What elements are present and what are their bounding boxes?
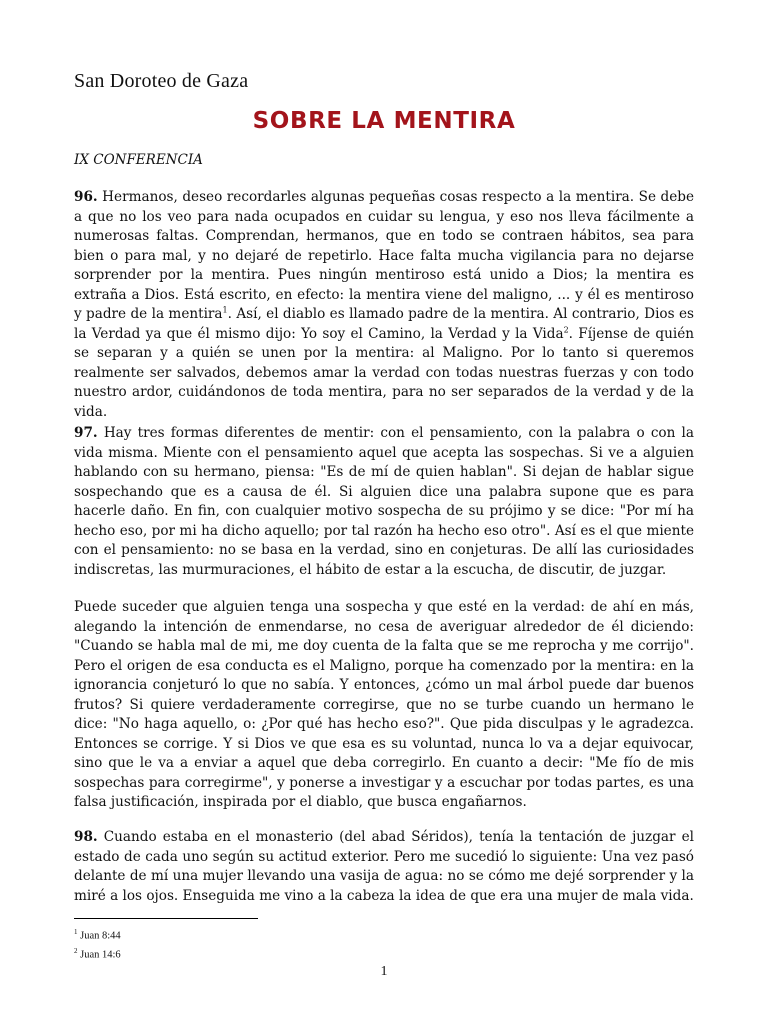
footnote-mark: 1 xyxy=(74,928,78,936)
author-heading: San Doroteo de Gaza xyxy=(74,70,249,92)
paragraph-97 xyxy=(74,424,694,580)
paragraph-text: Hay tres formas diferentes de mentir: con el pensamiento, con la palabra o con la vida misma. Miente con el pensamiento aquel que acepta las sospechas. Si ve a alguien hablando con su hermano, piensa: "Es de mí de quien hablan". Si dejan de hablar sigue sospechando que es a causa de él. Si alguien dice una palabra supone que es para hacerle daño. En fin, con cualquier motivo sospecha de su prójimo y se dice: "Por mí ha hecho eso, por mi ha dicho aquello; por tal razón ha hecho eso otro". Así es el que miente con el pensamiento: no se basa en la verdad, sino en conjeturas. De allí las curiosidades indiscretas, las murmuraciones, el hábito de estar a la escucha, de discutir, de juzgar. xyxy=(74,425,694,578)
paragraph-number: 97. xyxy=(74,425,98,441)
paragraph-text: . Fíjense de quién se separan y a quién se unen por la mentira: al Maligno. Por lo tanto si queremos realmente ser salvados, debemos amar la verdad con todas nuestras fuerzas y con todo nuestro ardor, cuidándonos de toda mentira, para no ser separados de la verdad y de la vida. xyxy=(74,325,695,420)
paragraph-98 xyxy=(74,828,694,906)
paragraph-number: 98. xyxy=(74,829,98,845)
footnote-text: Juan 8:44 xyxy=(77,930,121,942)
paragraph-text: Puede suceder que alguien tenga una sospecha y que esté en la verdad: de ahí en más, alegando la intención de enmendarse, no cesa de averiguar alrededor de él diciendo: "Cuando se habla mal de mi, me doy cuenta de la falta que se me reprocha y me corrijo". Pero el origen de esa conducta es el Maligno, porque ha comenzado por la mentira: en la ignorancia conjeturó lo que no sabía. Y entonces, ¿cómo un mal árbol puede dar buenos frutos? Si quiere verdaderamente corregirse, que no se turbe cuando un hermano le dice: "No haga aquello, o: ¿Por qué has hecho eso?". Que pida disculpas y le agradezca. Entonces se corrige. Y si Dios ve que esa es su voluntad, nunca lo va a dejar equivocar, sino que le va a enviar a aquel que deba corregirlo. En cuanto a decir: "Me fío de mis sospechas para corregirme", y ponerse a investigar y a escuchar por todas partes, es una falsa justificación, inspirada por el diablo, que busca engañarnos. xyxy=(74,599,694,810)
paragraph-number: 96. xyxy=(74,189,98,205)
footnote-1 xyxy=(74,925,121,944)
footnote-text: Juan 14:6 xyxy=(77,949,121,960)
page-number: 1 xyxy=(380,964,388,979)
footnote-ref[interactable]: 1 xyxy=(222,305,228,315)
footnote-ref[interactable]: 2 xyxy=(563,324,569,334)
paragraph-97-continued xyxy=(74,598,694,813)
paragraph-text: . Así, el diablo es llamado padre de la mentira. Al contrario, Dios es la Verdad ya que él mismo dijo: Yo soy el Camino, la Verdad y la Vida xyxy=(74,306,694,342)
paragraph-text: Cuando estaba en el monasterio (del abad Séridos), tenía la tentación de juzgar el estado de cada uno según su actitud exterior. Pero me sucedió lo siguiente: Una vez pasó delante de mí una mujer llevando una vasija de agua: no se cómo me dejé sorprender y la miré a los ojos. Enseguida me vino a la cabeza la idea de que era una mujer de mala vida. xyxy=(74,829,694,904)
footnote-divider xyxy=(74,918,258,919)
document-title: SOBRE LA MENTIRA xyxy=(252,108,516,134)
footnote-2 xyxy=(74,944,121,963)
conference-label: IX CONFERENCIA xyxy=(74,152,203,168)
footnotes xyxy=(74,925,121,962)
paragraph-96 xyxy=(74,188,694,422)
paragraph-text: Hermanos, deseo recordarles algunas pequeñas cosas respecto a la mentira. Se debe a que no los veo para nada ocupados en cuidar su lengua, y eso nos lleva fácilmente a numerosas faltas. Comprendan, hermanos, que en todo se contraen hábitos, sea para bien o para mal, y no dejaré de repetirlo. Hace falta mucha vigilancia para no dejarse sorprender por la mentira. Pues ningún mentiroso está unido a Dios; la mentira es extraña a Dios. Está escrito, en efecto: la mentira viene del maligno, ... y él es mentiroso y padre de la mentira xyxy=(74,189,694,322)
footnote-mark: 2 xyxy=(74,946,78,955)
